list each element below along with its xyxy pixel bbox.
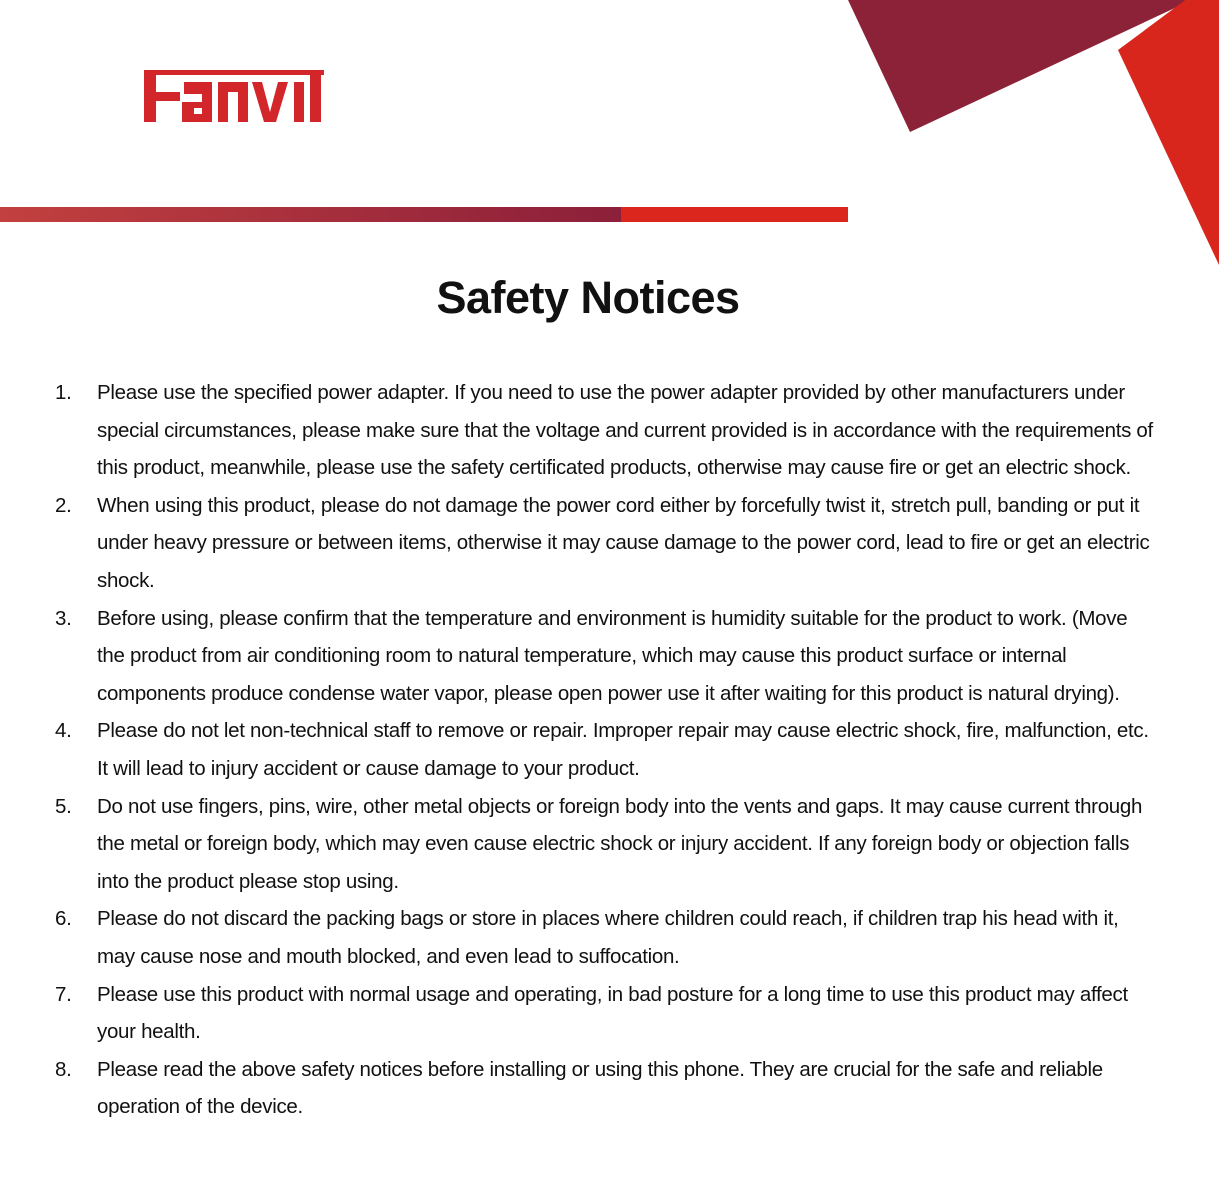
item-text: Please do not discard the packing bags or store in places where children could reach, if children trap his head with it, may cause nose and mouth blocked, and even lead to suffocation. <box>97 907 1119 968</box>
safety-list <box>0 374 1219 1126</box>
list-item <box>0 900 1219 975</box>
item-text: Do not use fingers, pins, wire, other metal objects or foreign body into the vents and gaps. It may cause current through the metal or foreign body, which may even cause electric shock or injury accident. If any foreign body or objection falls into the product please stop using. <box>97 794 1143 893</box>
list-item <box>0 976 1219 1051</box>
item-text: Please use the specified power adapter. If you need to use the power adapter provided by other manufacturers under special circumstances, please make sure that the voltage and current provided is in accordance with the requirements of this product, meanwhile, please use the safety certificated products, otherwise may cause fire or get an electric shock. <box>97 381 1153 480</box>
header-bar-gradient <box>0 207 621 222</box>
item-number: 5. <box>55 794 72 818</box>
item-number: 2. <box>55 493 72 517</box>
item-number: 6. <box>55 907 72 931</box>
item-number: 1. <box>55 381 72 404</box>
item-number: 4. <box>55 719 72 743</box>
list-item <box>0 788 1219 901</box>
item-text: Please read the above safety notices before installing or using this phone. They are crucial for the safe and reliable operation of the device. <box>97 1057 1103 1119</box>
item-text: Before using, please confirm that the temperature and environment is humidity suitable for the product to work. (Move the product from air conditioning room to natural temperature, which may cause this product surface or internal components produce condense water vapor, please open power use it after waiting for this product is natural drying). <box>97 606 1128 705</box>
list-item <box>0 374 1219 487</box>
page-title: Safety Notices <box>436 272 740 323</box>
list-item <box>0 600 1219 713</box>
list-item <box>0 712 1219 787</box>
red-stripe <box>1118 0 1219 265</box>
fanvil-logo <box>144 66 344 126</box>
item-number: 3. <box>55 606 72 630</box>
list-item <box>0 1051 1219 1126</box>
item-number: 7. <box>55 982 72 1006</box>
list-item <box>0 487 1219 600</box>
item-text: Please do not let non-technical staff to remove or repair. Improper repair may cause electric shock, fire, malfunction, etc. It will lead to injury accident or cause damage to your product. <box>97 719 1149 780</box>
item-text: When using this product, please do not damage the power cord either by forcefully twist it, stretch pull, banding or put it under heavy pressure or between items, otherwise it may cause damage to the power cord, lead to fire or get an electric shock. <box>97 493 1150 592</box>
item-number: 8. <box>55 1057 72 1081</box>
item-text: Please use this product with normal usage and operating, in bad posture for a long time to use this product may affect your health. <box>97 982 1128 1044</box>
header-bar-red <box>621 207 848 222</box>
